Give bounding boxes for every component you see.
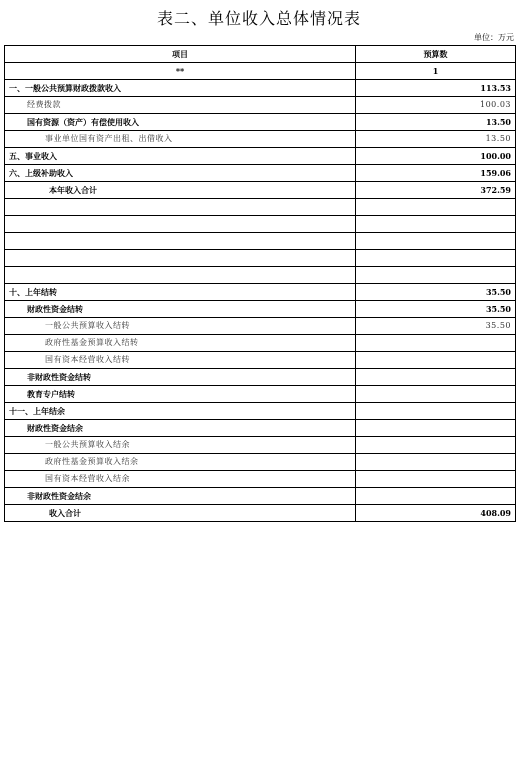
table-row: [5, 403, 516, 420]
row-item-label: 事业单位国有资产出租、出借收入: [5, 131, 356, 148]
table-row: [5, 420, 516, 437]
row-item-label: 经费拨款: [5, 97, 356, 114]
row-value: [356, 454, 516, 471]
table-row: [5, 80, 516, 97]
row-value: [356, 267, 516, 284]
row-value: 100.03: [356, 97, 516, 114]
row-value: 35.50: [356, 318, 516, 335]
table-row: [5, 352, 516, 369]
table-row: [5, 233, 516, 250]
row-value: [356, 335, 516, 352]
table-row: [5, 386, 516, 403]
row-value: [356, 403, 516, 420]
row-value: [356, 386, 516, 403]
table-row: [5, 165, 516, 182]
row-item-label: 政府性基金预算收入结余: [5, 454, 356, 471]
row-value: [356, 369, 516, 386]
page-title: 表二、单位收入总体情况表: [156, 9, 361, 28]
table-row: [5, 250, 516, 267]
row-value: 100.00: [356, 148, 516, 165]
table-row: [5, 454, 516, 471]
row-item-label: 国有资源（资产）有偿使用收入: [5, 114, 356, 131]
row-item-label: 国有资本经营收入结余: [5, 471, 356, 488]
table-row: [5, 182, 516, 199]
table-row: [5, 335, 516, 352]
row-item-label: [5, 216, 356, 233]
row-item-label: [5, 250, 356, 267]
table-row: [5, 114, 516, 131]
row-item-label: 六、上级补助收入: [5, 165, 356, 182]
table-row: [5, 148, 516, 165]
table-header-row: [5, 46, 516, 63]
table-row: [5, 216, 516, 233]
table-body: [5, 46, 516, 522]
table-row: [5, 471, 516, 488]
table-row: [5, 437, 516, 454]
row-value: 13.50: [356, 114, 516, 131]
index-row: [5, 63, 516, 80]
row-value: [356, 233, 516, 250]
index-item: **: [5, 63, 356, 80]
row-value: [356, 437, 516, 454]
index-value: 1: [356, 63, 516, 80]
row-item-label: [5, 267, 356, 284]
row-item-label: 非财政性资金结转: [5, 369, 356, 386]
row-value: 159.06: [356, 165, 516, 182]
row-value: [356, 250, 516, 267]
row-value: 113.53: [356, 80, 516, 97]
row-value: 35.50: [356, 301, 516, 318]
row-item-label: [5, 199, 356, 216]
row-value: 35.50: [356, 284, 516, 301]
table-row: [5, 267, 516, 284]
income-summary-table: [4, 45, 516, 522]
row-value: 372.59: [356, 182, 516, 199]
table-row: [5, 488, 516, 505]
row-item-label: 收入合计: [5, 505, 356, 522]
table-row: [5, 284, 516, 301]
row-item-label: 教育专户结转: [5, 386, 356, 403]
row-item-label: [5, 233, 356, 250]
table-row: [5, 369, 516, 386]
table-row: [5, 199, 516, 216]
row-item-label: 一、一般公共预算财政拨款收入: [5, 80, 356, 97]
table-row: [5, 97, 516, 114]
row-value: [356, 199, 516, 216]
table-row: [5, 131, 516, 148]
header-item: 项目: [5, 46, 356, 63]
row-value: [356, 216, 516, 233]
row-value: 408.09: [356, 505, 516, 522]
table-row: [5, 318, 516, 335]
row-item-label: 五、事业收入: [5, 148, 356, 165]
row-value: 13.50: [356, 131, 516, 148]
table-row: [5, 505, 516, 522]
row-item-label: 十一、上年结余: [5, 403, 356, 420]
row-item-label: 本年收入合计: [5, 182, 356, 199]
row-item-label: 财政性资金结余: [5, 420, 356, 437]
row-value: [356, 352, 516, 369]
row-item-label: 财政性资金结转: [5, 301, 356, 318]
row-item-label: 十、上年结转: [5, 284, 356, 301]
unit-label: 单位：万元: [474, 33, 514, 42]
table-row: [5, 301, 516, 318]
row-item-label: 一般公共预算收入结余: [5, 437, 356, 454]
row-item-label: 非财政性资金结余: [5, 488, 356, 505]
row-value: [356, 420, 516, 437]
row-value: [356, 471, 516, 488]
header-value: 预算数: [356, 46, 516, 63]
row-value: [356, 488, 516, 505]
row-item-label: 国有资本经营收入结转: [5, 352, 356, 369]
row-item-label: 政府性基金预算收入结转: [5, 335, 356, 352]
row-item-label: 一般公共预算收入结转: [5, 318, 356, 335]
